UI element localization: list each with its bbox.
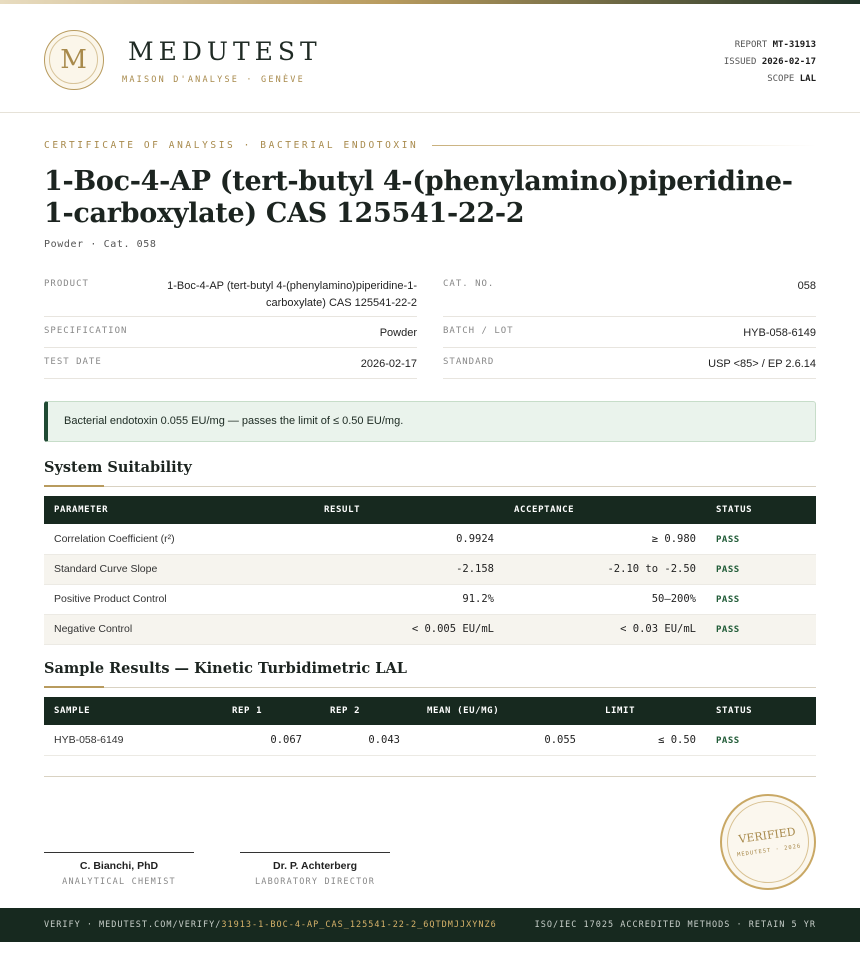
detail-label: PRODUCT [44, 279, 89, 289]
report-meta [724, 37, 816, 88]
limit-cell: ≤ 0.50 [586, 725, 706, 755]
detail-label: STANDARD [443, 357, 495, 367]
column-header: MEAN (EU/MG) [410, 697, 586, 725]
issued-date-row [724, 54, 816, 71]
signatory-name: Dr. P. Achterberg [272, 860, 358, 872]
detail-value: 2026-02-17 [360, 358, 417, 370]
column-header: REP 1 [212, 697, 312, 725]
detail-row-cat-no [443, 270, 816, 317]
detail-value: HYB-058-6149 [743, 327, 816, 339]
column-header: LIMIT [586, 697, 706, 725]
stamp-text-graphic [720, 794, 816, 890]
brand-tagline: MAISON D'ANALYSE · GENÈVE [122, 75, 305, 85]
acceptance-cell: 50–200% [504, 584, 706, 614]
stamp-main-text: VERIFIED [737, 825, 797, 846]
brand-logo [44, 30, 104, 90]
column-header: RESULT [234, 496, 504, 524]
stamp-sub-text: MEDUTEST · 2026 [736, 843, 802, 859]
result-notice [44, 401, 816, 442]
table-header-row [44, 496, 816, 524]
sample-cell: HYB-058-6149 [44, 725, 212, 755]
content-end-divider [44, 776, 816, 777]
scope-row [724, 71, 816, 88]
column-header: STATUS [706, 697, 816, 725]
signatory-role: LABORATORY DIRECTOR [254, 877, 376, 887]
detail-value: USP <85> / EP 2.6.14 [708, 358, 816, 370]
status-badge: PASS [716, 625, 740, 635]
detail-label: BATCH / LOT [443, 326, 514, 336]
column-header: STATUS [706, 496, 816, 524]
detail-value: 058 [797, 280, 816, 292]
status-badge: PASS [716, 534, 740, 545]
detail-value: 1-Boc-4-AP (tert-butyl 4-(phenylamino)piperidine-1-carboxylate) CAS 125541-22-2 [167, 280, 417, 309]
status-badge: PASS [716, 735, 740, 746]
table-header-row [44, 697, 816, 725]
report-header [0, 4, 860, 113]
detail-row-test-date [44, 348, 417, 379]
acceptance-cell: ≥ 0.980 [504, 524, 706, 554]
detail-label: CAT. NO. [443, 279, 495, 289]
detail-row-specification [44, 317, 417, 348]
table-row [44, 614, 816, 644]
parameter-cell: Correlation Coefficient (r²) [44, 524, 234, 554]
details-left-column [44, 270, 417, 379]
signature-block [44, 852, 194, 887]
verify-line [44, 920, 497, 930]
detail-label: TEST DATE [44, 357, 102, 367]
result-cell: 0.9924 [234, 524, 504, 554]
verify-link[interactable]: 31913-1-BOC-4-AP_CAS_125541-22-2_6QTDMJJXYNZ6 [221, 920, 497, 930]
verified-stamp [720, 794, 816, 890]
parameter-cell: Positive Product Control [44, 584, 234, 614]
acceptance-cell: -2.10 to -2.50 [504, 554, 706, 584]
section-divider [44, 486, 816, 487]
column-header: REP 2 [312, 697, 410, 725]
report-number-value: MT-31913 [772, 40, 816, 50]
verify-prefix: VERIFY · MEDUTEST.COM/VERIFY/ [44, 920, 222, 930]
result-cell: -2.158 [234, 554, 504, 584]
signatory-name: C. Bianchi, PhD [79, 860, 159, 872]
table-row [44, 725, 816, 755]
sample-results-table [44, 697, 816, 756]
mean-cell: 0.055 [410, 725, 586, 755]
column-header: ACCEPTANCE [504, 496, 706, 524]
product-title: 1-Boc-4-AP (tert-butyl 4-(phenylamino)piperidine-1-carboxylate) CAS 125541-22-2 [44, 166, 793, 229]
status-badge: PASS [716, 565, 740, 575]
result-cell: 91.2% [234, 584, 504, 614]
detail-value: Powder [379, 327, 417, 339]
report-number-row [724, 37, 816, 54]
issued-date-label: ISSUED [723, 57, 757, 67]
parameter-cell: Negative Control [44, 614, 234, 644]
system-suitability-title: System Suitability [44, 459, 192, 476]
product-subtitle: Powder · Cat. 058 [44, 239, 157, 250]
detail-row-batch [443, 317, 816, 348]
parameter-cell: Standard Curve Slope [44, 554, 234, 584]
signature-block [240, 852, 390, 887]
rep2-cell: 0.043 [312, 725, 410, 755]
table-row [44, 584, 816, 614]
issued-date-value: 2026-02-17 [761, 57, 816, 67]
status-badge: PASS [716, 595, 740, 605]
detail-row-standard [443, 348, 816, 379]
result-cell: < 0.005 EU/mL [234, 614, 504, 644]
signatory-role: ANALYTICAL CHEMIST [62, 877, 176, 887]
scope-label: SCOPE [767, 74, 795, 84]
rep1-cell: 0.067 [212, 725, 312, 755]
detail-row-product [44, 270, 417, 317]
scope-value: LAL [799, 74, 816, 84]
result-notice-text: Bacterial endotoxin 0.055 EU/mg — passes the limit of ≤ 0.50 EU/mg. [64, 415, 404, 427]
report-number-label: REPORT [734, 40, 768, 50]
system-suitability-table [44, 496, 816, 645]
acceptance-cell: < 0.03 EU/mL [504, 614, 706, 644]
table-row [44, 554, 816, 584]
certificate-eyebrow: CERTIFICATE OF ANALYSIS · BACTERIAL ENDOTOXIN [44, 139, 419, 151]
column-header: SAMPLE [44, 697, 212, 725]
details-right-column [443, 270, 816, 379]
logo-letter: M [49, 35, 98, 84]
section-divider [44, 687, 816, 688]
verification-footer [0, 908, 860, 942]
brand-name: MEDUTEST [128, 37, 322, 66]
column-header: PARAMETER [44, 496, 234, 524]
accreditation-note: ISO/IEC 17025 ACCREDITED METHODS · RETAIN 5 YR [534, 920, 816, 930]
eyebrow-divider [432, 145, 816, 146]
detail-label: SPECIFICATION [44, 326, 128, 336]
sample-results-title: Sample Results — Kinetic Turbidimetric LAL [44, 660, 407, 677]
certificate-eyebrow-row [44, 139, 816, 151]
table-row [44, 524, 816, 554]
